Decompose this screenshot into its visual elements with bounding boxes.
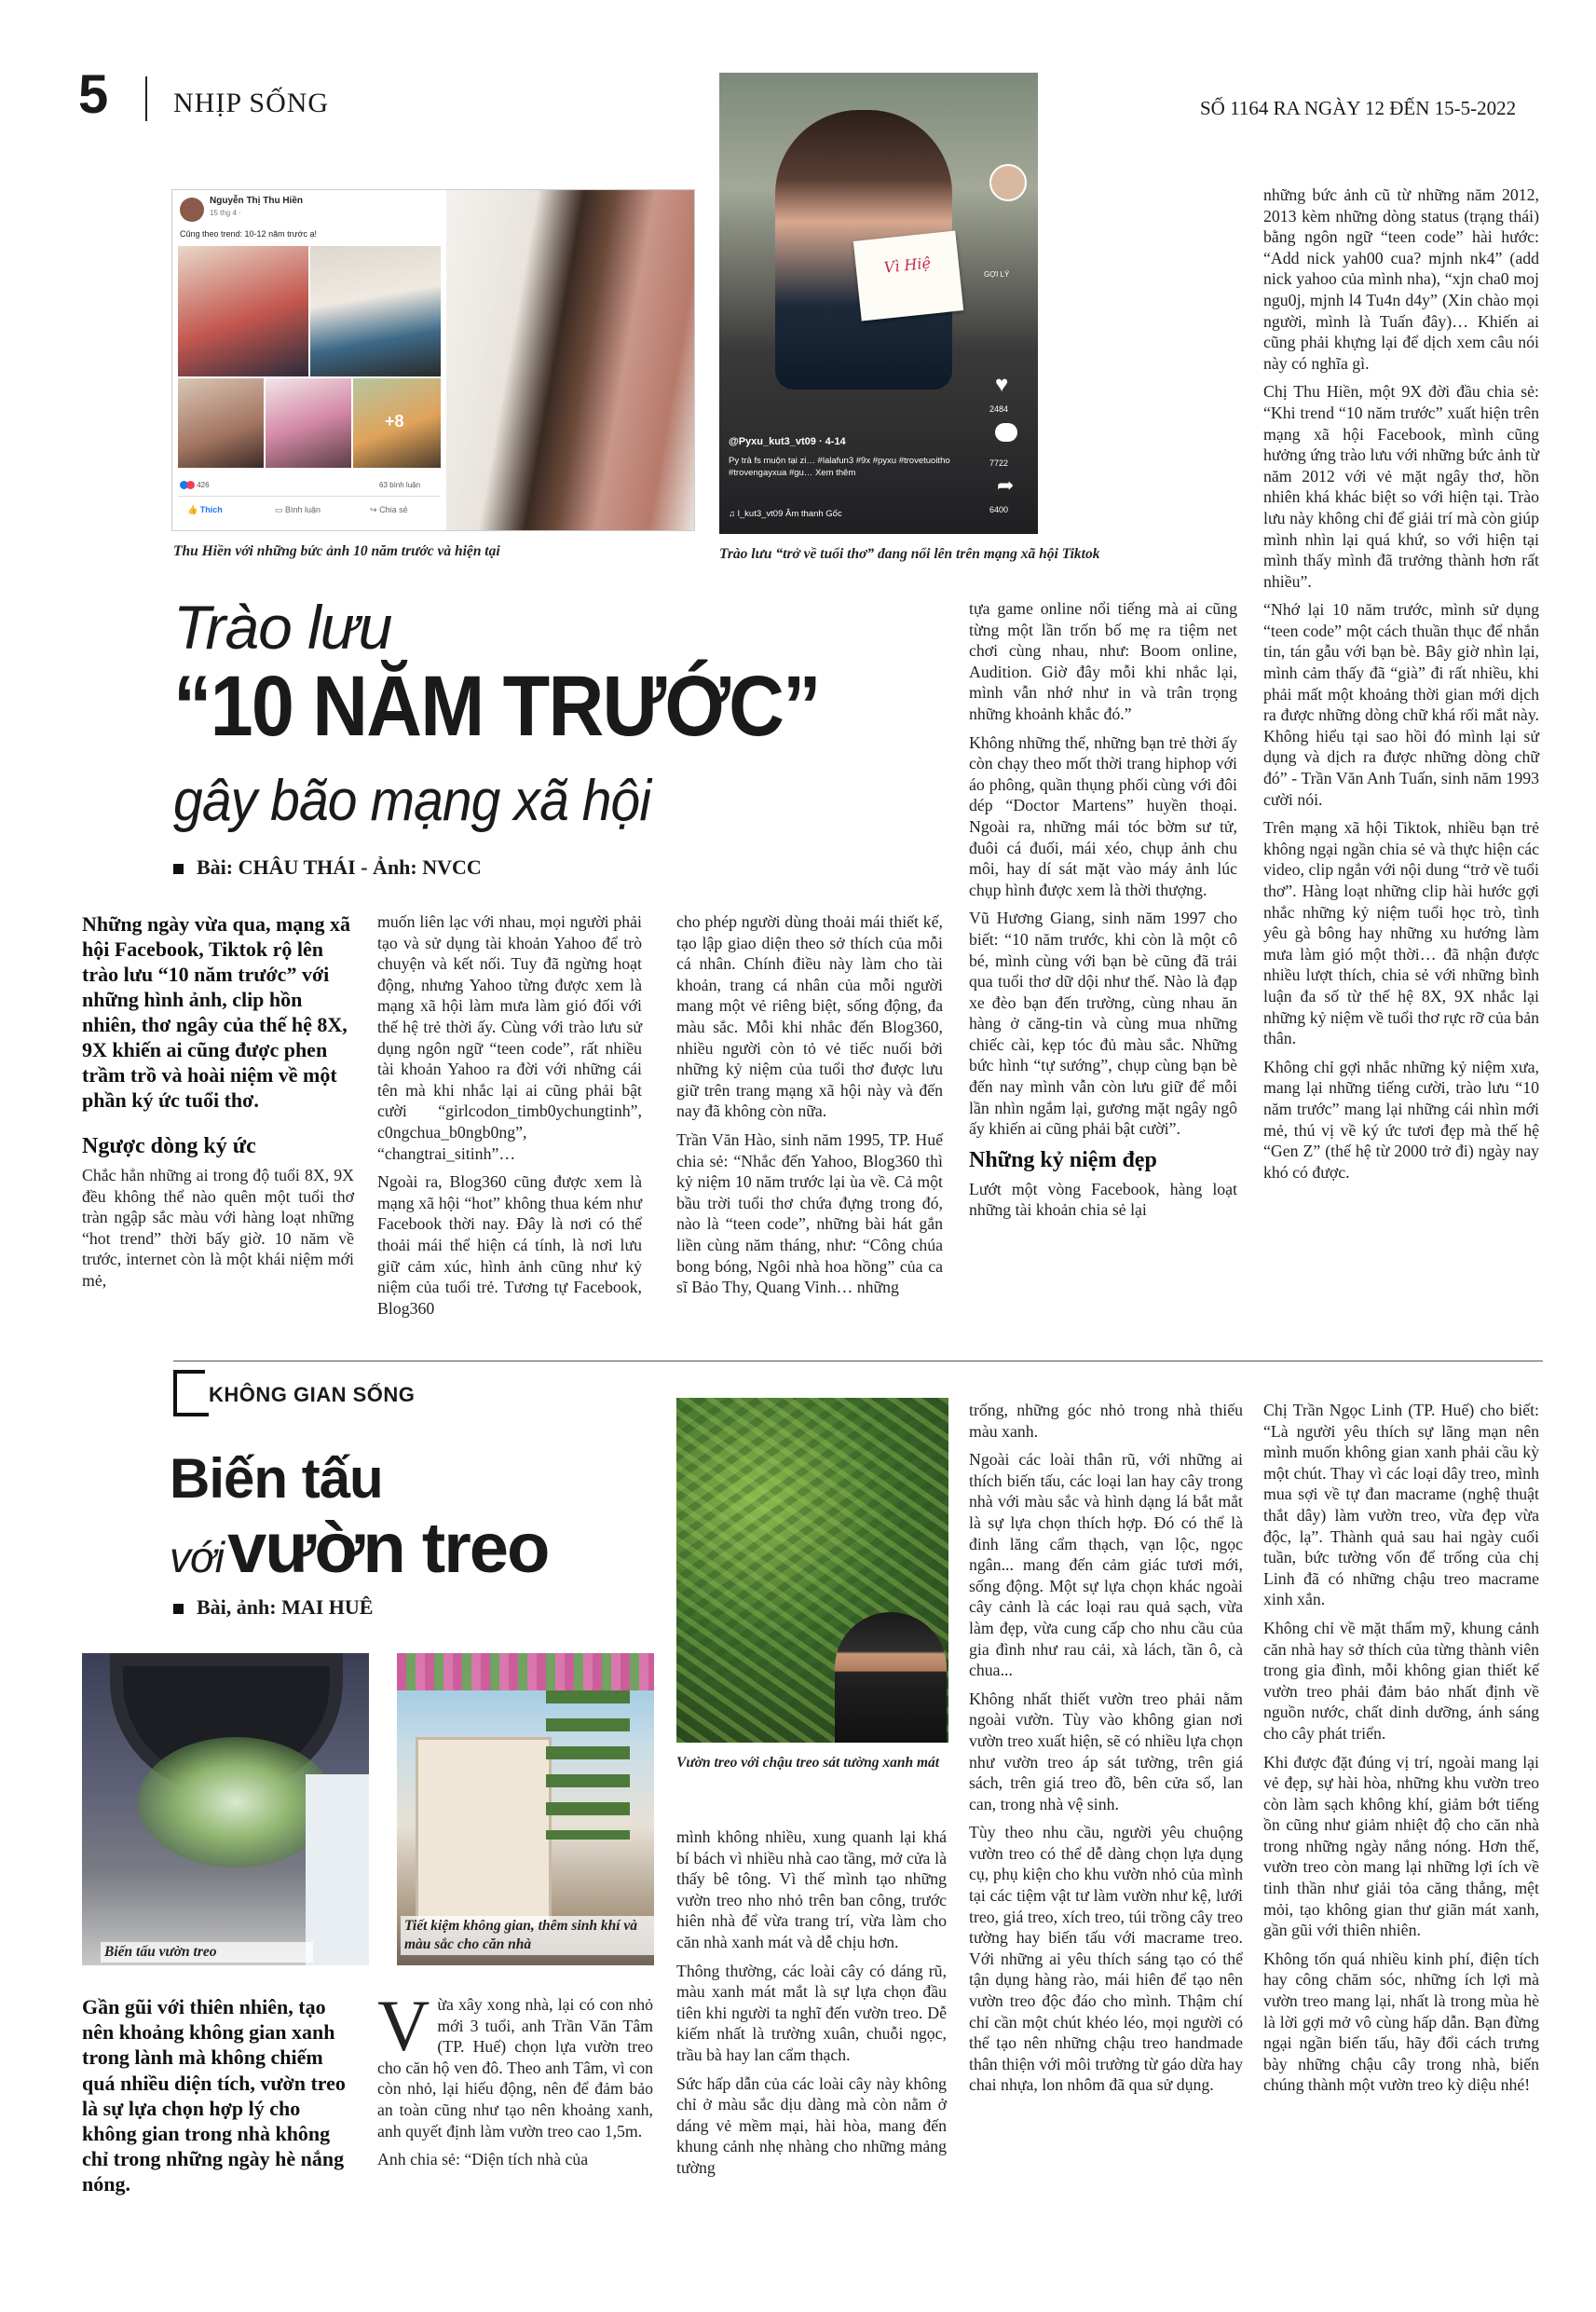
article2-col2 — [377, 1985, 653, 2178]
article2-photo1-caption: Biến tấu vườn treo — [101, 1942, 313, 1963]
paragraph: tựa game online nổi tiếng mà ai cũng từng một lần trốn bố mẹ ra tiệm net chơi cùng nhau, như: Boom online, Audition. Giờ đây mỗi khi nhắc lại, mình vẫn nhớ như in và trân trọng những khoảnh khắc đó.” — [969, 599, 1237, 723]
paragraph: “Nhớ lại 10 năm trước, mình sử dụng “teen code” một cách thuần thục để nhắn tin, tán gẫu với bạn bè. Bây giờ nhìn lại, mình cảm thấy đã “già” đi rất nhiều, khi phải mất một khoảng thời gian mới dịch ra được những dòng chữ khá rối mắt này. Không hiểu tại sao hồi đó mình lại sử dụng và dịch ra được những dòng chữ đó” - Trần Văn Anh Tuấn, sinh năm 1993 cười nói. — [1263, 600, 1539, 809]
tt-user: @Pyxu_kut3_vt09 · 4-14 — [729, 436, 846, 447]
heart-icon: ♥ — [995, 373, 1009, 397]
fb-photo-grid-4 — [266, 378, 351, 468]
comment-icon: ▭ — [275, 505, 283, 514]
article1-sub1: Ngược dòng ký ức — [82, 1134, 256, 1158]
paragraph: Không tốn quá nhiều kinh phí, điện tích hay công chăm sóc, những ích lợi mà vườn treo mang lại, nhất là trong mùa hè là lời gợi mở vô cùng hấp dẫn. Bạn đừng ngại ngần biến tấu, hãy đổi cách trưng bày những chậu cây trong nhà, biến chúng thành một vườn treo kỳ diệu nhé! — [1263, 1949, 1539, 2095]
article1-title-big: “10 NĂM TRƯỚC” — [173, 659, 820, 754]
article2-title-big: vườn treo — [227, 1509, 549, 1588]
byline-text: Bài: CHÂU THÁI - Ảnh: NVCC — [197, 855, 482, 879]
tt-music: ♫ l_kut3_vt09 Âm thanh Gốc — [729, 509, 842, 519]
article2-title-line2 — [170, 1509, 549, 1604]
header-divider — [145, 76, 147, 121]
article2-section-label: KHÔNG GIAN SỐNG — [209, 1383, 416, 1406]
page-number: 5 — [78, 64, 109, 125]
tt-follow: GỢI LÝ — [984, 270, 1010, 279]
fb-name: Nguyễn Thị Thu Hiền — [210, 196, 303, 206]
window-light — [306, 1774, 369, 1965]
article2-title-line1: Biến tấu — [170, 1447, 383, 1510]
fb-post-text: Cũng theo trend: 10-12 năm trước ạ! — [180, 229, 318, 239]
facebook-post-photo — [171, 189, 695, 531]
article1-col5 — [1263, 185, 1539, 1190]
paragraph: Sức hấp dẫn của các loài cây này không chỉ ở màu sắc dịu dàng mà còn nằm ở dáng vẻ mềm mại, hài hòa, mang đến khung cảnh nhẹ nhàng cho những mảng tường — [676, 2073, 947, 2177]
article1-col2 — [377, 911, 642, 1326]
paragraph: Chắc hẳn những ai trong độ tuổi 8X, 9X đều không thể nào quên một tuổi thơ tràn ngập sắc màu với hàng loạt những “hot trend” thời bấy giờ. 10 năm về trước, internet còn là một khái niệm mới mẻ, — [82, 1166, 354, 1290]
paragraph: Chị Trần Ngọc Linh (TP. Huế) cho biết: “Là người yêu thích sự lãng mạn nên mình muốn không gian xanh phải cầu kỳ một chút. Thay vì các loại dây treo, mình mua sợi về tự đan macrame (nghệ thuật thắt dây) làm vườn treo, vừa đẹp vừa độc, lạ”. Thành quả sau hai ngày cuối tuần, bức tường vốn để trống của chị Linh đã có những chậu treo macrame xinh xắn. — [1263, 1401, 1539, 1609]
house-wall — [416, 1737, 552, 1929]
share-icon: ↪ — [370, 505, 377, 514]
article1-title-tail: gây bão mạng xã hội — [173, 769, 651, 833]
fb-comment-button — [275, 505, 321, 515]
paragraph: Không chỉ về mặt thẩm mỹ, khung cảnh căn nhà hay sở thích của từng thành viên trong gia đình, mỗi không gian thiết kế vườn treo phải đảm bảo nhất định về nguồn nước, chất dinh dưỡng, ánh sáng cho cây phát triển. — [1263, 1618, 1539, 1743]
paragraph: mình không nhiều, xung quanh lại khá bí bách vì nhiều nhà cao tầng, mở cửa là thấy bê tông. Vì thế mình tạo những vườn treo nho nhỏ trên ban công, trước hiên nhà để vừa trang trí, vừa làm cho căn nhà xanh mát và dễ chịu hơn. — [676, 1827, 947, 1951]
tt-description: Py trả fs muộn tại zi… #lalafun3 #9x #pyxu #trovetuoitho #trovengayxua #gu… Xem thêm — [729, 456, 950, 478]
article1-col4 — [969, 598, 1237, 1228]
fb-share-button — [370, 505, 408, 515]
article2-photo3-caption: Vườn treo với chậu treo sát tường xanh mát — [676, 1755, 940, 1771]
thumbs-up-icon: 👍 — [187, 505, 198, 514]
article2-dropcap: V — [377, 1985, 430, 2066]
fb-action-divider — [178, 496, 441, 497]
photo2-caption: Trào lưu “trở về tuổi thơ” đang nổi lên trên mạng xã hội Tiktok — [719, 546, 1100, 562]
section-name: NHỊP SỐNG — [173, 88, 330, 118]
fb-time: 15 thg 4 · — [210, 209, 241, 217]
byline-square-icon — [173, 1604, 184, 1614]
paragraph: Tùy theo nhu cầu, người yêu chuộng vườn treo có thể dễ dàng chọn lựa dụng cụ, phụ kiện cho khu vườn nhỏ của mình tại các tiệm vật tư làm vườn như kệ, lưới treo, giá treo, xích treo, túi trồng cây treo tường hay biến tấu với macrame treo. Với những ai yêu thích sáng tạo có thể tận dụng hàng rào, mái hiên để tạo nên vườn treo độc đáo cho mình. Thậm chí chỉ cần một chút khéo léo, mọi người có thể tạo nên những chậu treo handmade thân thiện với môi trường từ gáo dừa hay chai nhựa, lon nhôm đã qua sử dụng. — [969, 1823, 1243, 2095]
paragraph: Ngoài ra, Blog360 cũng được xem là mạng xã hội “hot” không thua kém như Facebook thời nay. Đây là nơi có thể thoải mái thể hiện cá tính, là nơi lưu giữ cảm xúc, hình ảnh cũng như kỷ niệm của tuổi trẻ. Tương tự Facebook, Blog360 — [377, 1172, 642, 1318]
paragraph: Lướt một vòng Facebook, hàng loạt những tài khoản chia sẻ lại — [969, 1179, 1237, 1220]
flowers-top — [397, 1653, 654, 1690]
article1-byline — [173, 855, 482, 880]
tt-profile-avatar — [989, 164, 1027, 201]
byline-text: Bài, ảnh: MAI HUÊ — [197, 1595, 374, 1619]
issue-info: SỐ 1164 RA NGÀY 12 ĐẾN 15-5-2022 — [1200, 97, 1517, 119]
article2-lead: Gần gũi với thiên nhiên, tạo nên khoảng không gian xanh trong lành mà không chiếm quá nhiều diện tích, vườn treo là sự lựa chọn hợp lý cho không gian trong nhà không chỉ trong những ngày hè nắng nóng. — [82, 1995, 346, 2196]
fb-share-label: Chia sẻ — [379, 505, 408, 514]
article2-col4 — [969, 1400, 1243, 2103]
article2-col3 — [676, 1826, 947, 2186]
article2-photo2-caption: Tiết kiệm không gian, thêm sinh khí và màu sắc cho căn nhà — [401, 1916, 660, 1955]
fb-reaction-count: 426 — [197, 481, 210, 489]
fb-comment-count: 63 bình luận — [379, 481, 421, 489]
tiktok-photo — [719, 73, 1038, 534]
article1-sub2: Những kỷ niệm đẹp — [969, 1147, 1157, 1172]
paragraph: trống, những góc nhỏ trong nhà thiếu màu xanh. — [969, 1401, 1243, 1441]
fb-photo-grid-1 — [178, 246, 308, 376]
paragraph: Chị Thu Hiền, một 9X đời đầu chia sẻ: “Khi trend “10 năm trước” xuất hiện trên mạng xã hội Facebook, mình cũng hưởng ứng trào lưu với những bức ảnh từ năm 2012 với vẻ mặt ngây thơ, hồn nhiên khá khác biệt so với hiện tại. Trào lưu này không chỉ để giải trí mà còn giúp mình nhìn lại quá khứ, so với hiện tại mình thấy mình đã trưởng thành hơn rất nhiều”. — [1263, 382, 1539, 591]
paragraph — [377, 1985, 653, 2141]
article2-byline — [173, 1595, 373, 1620]
article1-col1 — [82, 911, 354, 1299]
article1-lead: Những ngày vừa qua, mạng xã hội Facebook, Tiktok rộ lên trào lưu “10 năm trước” với những hình ảnh, clip hồn nhiên, thơ ngây của thế hệ 8X, 9X khiến ai cũng được phen trầm trồ và hoài niệm về một phần ký ức tuổi thơ. — [82, 912, 351, 1112]
tt-comment-icon — [995, 423, 1017, 442]
paragraph: Không những thế, những bạn trẻ thời ấy còn chạy theo mốt thời trang hiphop với áo phông, quần thụng phối cùng với đôi dép “Doctor Martens” huyền thoại. Ngoài ra, những mái tóc bờm sư tử, đuôi cá đuối, mái xéo, chụp ảnh chu môi, hay dí sát mặt vào máy ảnh lúc chụp hình được xem là thời thượng. — [969, 732, 1237, 899]
tt-share-count: 6400 — [989, 505, 1009, 514]
fb-more-count: +8 — [385, 412, 404, 431]
portrait-photo — [446, 190, 694, 530]
paragraph: Không nhất thiết vườn treo phải nằm ngoài vườn. Tùy vào không gian nơi vườn treo xuất hiện, sẽ có nhiều lựa chọn như vườn treo áp sát tường, trên giá sách, trên giá treo đồ, bên cửa sổ, lan can, trong nhà vệ sinh. — [969, 1689, 1243, 1813]
paragraph: Vũ Hương Giang, sinh năm 1997 cho biết: “10 năm trước, khi còn là một cô bé, mình cùng với bạn bè cũng đã trải qua tuổi thơ dữ dội như thế. Nào là đạp xe đèo bạn đến trường, cùng nhau ăn hàng ở căng-tin và cùng mua những chiếc cài, kẹp tóc đủ màu sắc. Những bức hình “tự sướng”, chụp cùng bạn bè đến nay mình vẫn còn lưu giữ để mỗi lần nhìn ngắm lại, gương mặt ngây ngô ấy khiến ai cũng phải bật cười”. — [969, 909, 1237, 1139]
paragraph: Khi được đặt đúng vị trí, ngoài mang lại vẻ đẹp, sự hài hòa, những khu vườn treo còn làm sạch không khí, giảm bớt tiếng ồn cũng như giảm nhiệt độ cho căn nhà trong những ngày nắng nóng. Hơn thế, vườn treo còn mang lại những lợi ích về tinh thần như giải tỏa căng thẳng, mệt mỏi, tạo không gian thư giãn mát xanh, gần gũi với thiên nhiên. — [1263, 1752, 1539, 1940]
article2-col2-text: ừa xây xong nhà, lại có con nhỏ mới 3 tuổi, anh Trần Văn Tâm (TP. Huế) chọn lựa vườn treo cho căn hộ ven đô. Theo anh Tâm, vì con còn nhỏ, lại hiếu động, nên để đảm bảo an toàn cũng như tạo nên khoảng xanh, anh quyết định làm vườn treo cao 1,5m. — [377, 1995, 653, 2141]
paragraph: Trên mạng xã hội Tiktok, nhiều bạn trẻ không ngại ngần chia sẻ và thực hiện các video, clip ngắn với nội dung “trở về tuổi thơ”. Hàng loạt những clip hài hước gợi nhắc những kỷ niệm tuổi học trò, tình yêu gà bông hay những xu hướng làm mưa làm gió một thời… đã nhận được nhiều lượt thích, chia sẻ với những bình luận đa số từ thế hệ 8X, 9X nhắc lại những kỷ niệm về tuổi thơ rực rỡ của bản thân. — [1263, 818, 1539, 1048]
paragraph: Anh chia sẻ: “Diện tích nhà của — [377, 2150, 589, 2169]
tt-comment-count: 7722 — [989, 458, 1009, 468]
fb-photo-grid-2 — [310, 246, 441, 376]
paragraph: muốn liên lạc với nhau, mọi người phải tạo và sử dụng tài khoản Yahoo để trò chuyện và kết nối. Tuy đã ngừng hoạt động, nhưng Yahoo từng được xem là mạng xã hội làm mưa làm gió đối với thế hệ trẻ thời ấy. Cùng với trào lưu sử dụng ngôn ngữ “teen code”, rất nhiều tài khoản Yahoo ra đời với những cái tên mà khi nhắc lại ai cũng phải bật cười “girlcodon_timb0ychungtinh”, c0ngchua_b0ngb0ng”, “changtrai_sitinh”… — [377, 912, 642, 1163]
plant-leaves — [138, 1737, 334, 1867]
hanging-pots — [546, 1690, 630, 1840]
article1-col3 — [676, 911, 943, 1306]
byline-square-icon — [173, 864, 184, 874]
tt-like-count: 2484 — [989, 404, 1009, 414]
article2-col5 — [1263, 1400, 1539, 2103]
paragraph: cho phép người dùng thoải mái thiết kế, tạo lập giao diện theo sở thích của mỗi cá nhân. Chính điều này làm cho tài khoản, trang cá nhân của mỗi người mang một vẻ riêng biệt, sống động, đa màu sắc. Mỗi khi nhắc đến Blog360, nhiều người còn tỏ vẻ tiếc nuối bởi những kỷ niệm của tuổi thơ được lưu giữ trên trang mạng xã hội này và đến nay đã không còn nữa. — [676, 912, 943, 1121]
fb-like-button — [187, 505, 223, 515]
gardener-figure — [835, 1612, 947, 1743]
tire-plant-photo — [82, 1653, 369, 1965]
card-text: Vì Hiệ — [882, 253, 932, 277]
fb-photo-grid-3 — [178, 378, 264, 468]
green-wall-photo — [676, 1398, 948, 1743]
paragraph: Trần Văn Hào, sinh năm 1995, TP. Huế chia sẻ: “Nhắc đến Yahoo, Blog360 thì kỷ niệm 10 năm trước lại ùa về. Cả một bầu trời tuổi thơ chứa đựng trong đó, nào là “teen code”, những bài hát gắn liền cùng năm tháng, như: “Công chúa bong bóng, Ngôi nhà hoa hồng” của ca sĩ Bảo Thy, Quang Vinh… những — [676, 1129, 943, 1297]
photo1-caption: Thu Hiền với những bức ảnh 10 năm trước và hiện tại — [173, 543, 500, 559]
card-drawing — [853, 230, 963, 321]
article1-title-small: Trào lưu — [173, 593, 392, 662]
paragraph: Thông thường, các loài cây có dáng rũ, màu xanh mát mắt là sự lựa chọn đầu tiên khi người ta nghĩ đến vườn treo. Dễ kiếm nhất là trường xuân, chuỗi ngọc, trầu bà hay lan cẩm thạch. — [676, 1961, 947, 2064]
paragraph: những bức ảnh cũ từ những năm 2012, 2013 kèm những dòng status (trạng thái) bằng ngôn ngữ “teen code” hài hước: “Add nick yah00 cua? mjnh nk4” (add nick yahoo của mình nha), “xjn cha0 moj ngu0j, mjnh l4 Tu4n d4y” (Xin chào mọi người, mình là Tuấn đây)… Khiến ai cũng phải khựng lại để dịch xem câu nói này có nghĩa gì. — [1263, 185, 1539, 373]
article2-title-small: với — [170, 1533, 225, 1581]
fb-like-label: Thích — [199, 505, 223, 514]
paragraph: Không chỉ gợi nhắc những kỷ niệm xưa, mang lại những tiếng cười, trào lưu “10 năm trước” mang lại những cái nhìn mới mẻ, thú vị về ký ức tươi đẹp mà thế hệ “Gen Z” (thế hệ từ 2000 trở đi) ngày nay khó có được. — [1263, 1057, 1539, 1182]
fb-love-icon — [186, 481, 195, 489]
fb-avatar — [180, 198, 204, 222]
fb-comment-label: Bình luận — [285, 505, 321, 514]
section-label-box-2 — [173, 1374, 209, 1416]
share-arrow-icon: ➦ — [997, 473, 1015, 497]
fb-reactions — [180, 481, 210, 489]
paragraph: Ngoài các loài thân rũ, với những ai thích biến tấu, các loại lan hay cây trong nhà với màu sắc và hình dạng lá bắt mắt là sự lựa chọn thích hợp. Đó có thể là đinh lăng cẩm thạch, vạn lộc, ngọc ngân... mang đến cảm giác tươi mới, sống động. Một sự lựa chọn khác ngoài cây cảnh là các loại rau quả sạch, vừa làm đẹp, vừa cung cấp cho nhu cầu của gia đình như rau cải, xà lách, tần ô, cà chua... — [969, 1450, 1243, 1680]
